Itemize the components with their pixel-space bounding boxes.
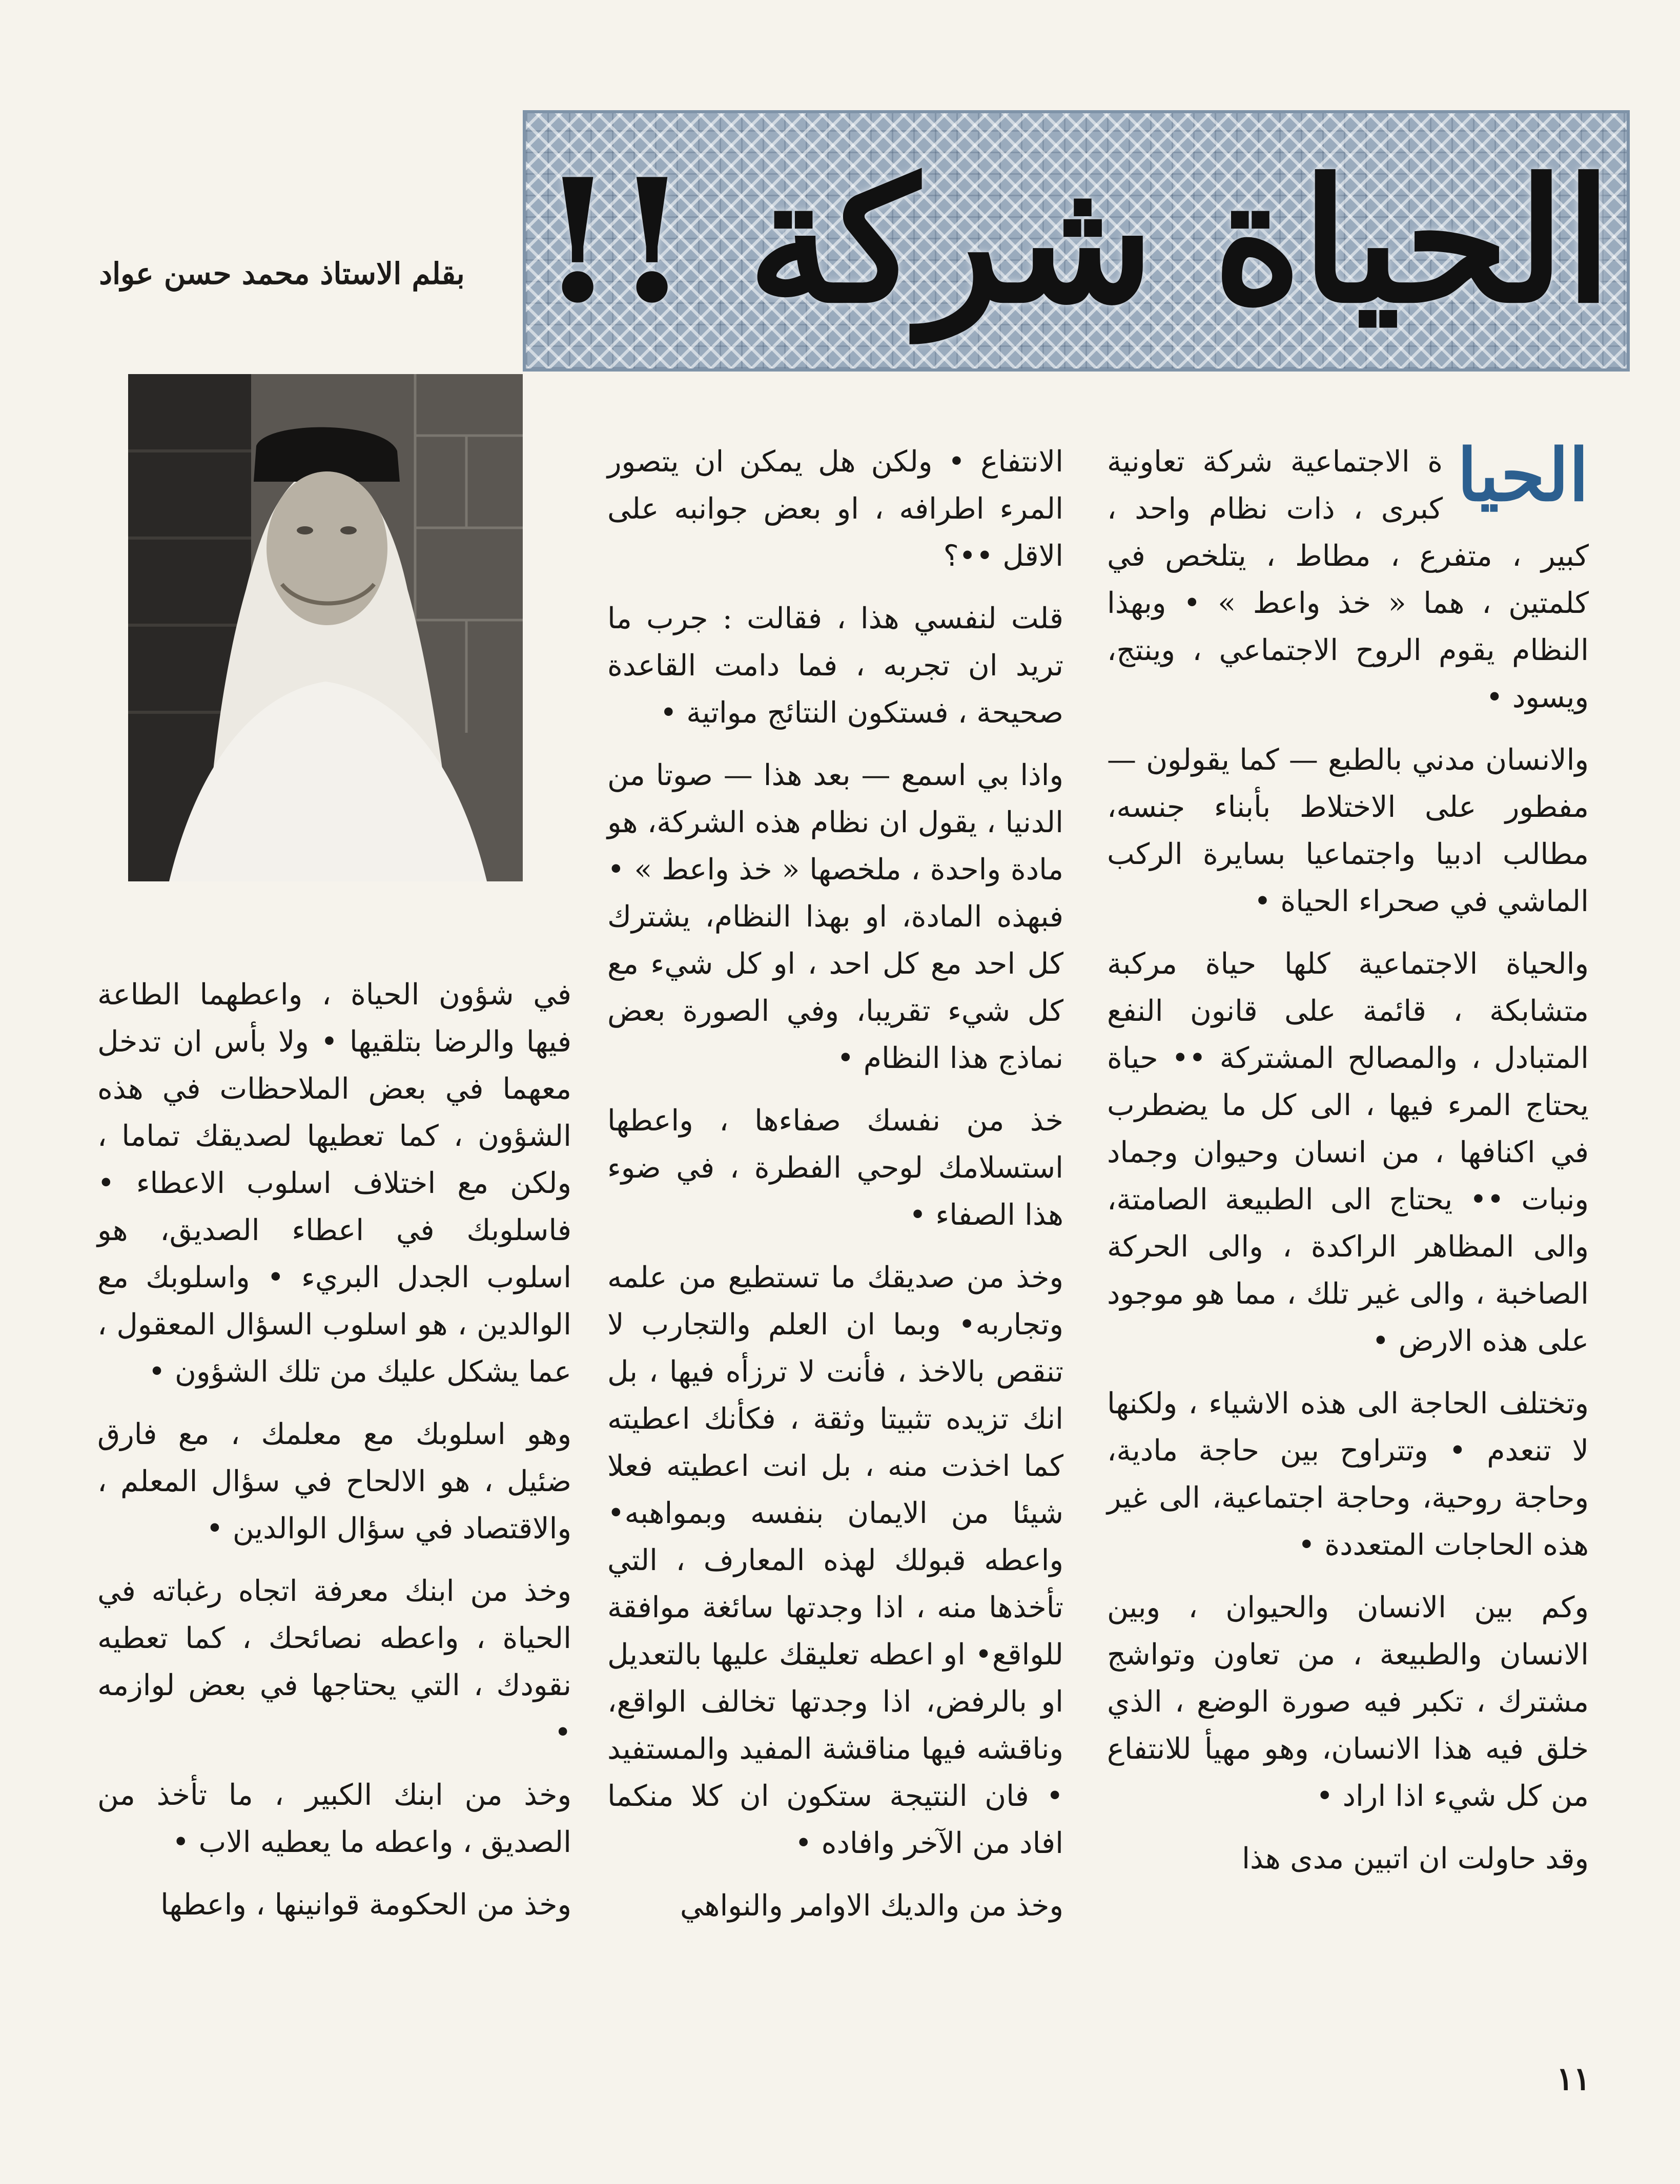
paragraph: وخذ من ابنك الكبير ، ما تأخذ من الصديق ، واعطه ما يعطيه الاب • xyxy=(97,1778,571,1859)
title-banner xyxy=(523,110,1630,372)
article-column-left xyxy=(97,971,571,1944)
paragraph: قلت لنفسي هذا ، فقالت : جرب ما تريد ان تجربه ، فما دامت القاعدة صحيحة ، فستكون النتائج مواتية • xyxy=(607,602,1063,730)
article-column-right xyxy=(1107,434,1589,1898)
author-portrait-image xyxy=(128,374,523,881)
paragraph: وخذ من ابنك معرفة اتجاه رغباته في الحياة ، واعطه نصائحك ، كما تعطيه نقودك ، التي يحتاجها في بعض لوازمه • xyxy=(97,1574,571,1749)
paragraph: وخذ من الحكومة قوانينها ، واعطها xyxy=(160,1888,571,1922)
paragraph: وهو اسلوبك مع معلمك ، مع فارق ضئيل ، هو الالحاح في سؤال المعلم ، والاقتصاد في سؤال الوالدين • xyxy=(97,1417,571,1546)
paragraph-text: ة الاجتماعية شركة تعاونية كبرى ، ذات نظام واحد ، كبير ، متفرع ، مطاط ، يتلخص في كلمتين ، هما « خذ واعط » • وبهذا النظام يقوم الروح الاجتماعي ، وينتج، ويسود • xyxy=(1107,445,1589,714)
paragraph xyxy=(1107,434,1589,721)
paragraph: وتختلف الحاجة الى هذه الاشياء ، ولكنها لا تنعدم • وتتراوح بين حاجة مادية، وحاجة روحية، وحاجة اجتماعية، الى غير هذه الحاجات المتعددة • xyxy=(1107,1387,1589,1562)
paragraph: وكم بين الانسان والحيوان ، وبين الانسان والطبيعة ، من تعاون وتواشج مشترك ، تكبر فيه صورة الوضع ، الذي خلق فيه هذا الانسان، وهو مهيأ للانتفاع من كل شيء اذا اراد • xyxy=(1107,1591,1589,1813)
paragraph: وقد حاولت ان اتبين مدى هذا xyxy=(1242,1842,1589,1876)
article-title: الحياة شركة !! xyxy=(540,141,1612,340)
dropcap: الحيا xyxy=(1457,434,1589,518)
paragraph: وخذ من صديقك ما تستطيع من علمه وتجاربه• وبما ان العلم والتجارب لا تنقص بالاخذ ، فأنت لا ترزأه فيها ، بل انك تزيده تثبيتا وثقة ، فكأنك اعطيته كما اخذت منه ، بل انت اعطيته فعلا شيئا من الايمان بنفسه وبمواهبه• واعطه قبولك لهذه المعارف ، التي تأخذها منه ، اذا وجدتها سائغة موافقة للواقع• او اعطه تعليقك عليها بالتعديل او بالرفض، اذا وجدتها تخالف الواقع، وناقشه فيها مناقشة المفيد والمستفيد • فان النتيجة ستكون ان كلا منكما افاد من الآخر وافاده • xyxy=(607,1261,1063,1860)
paragraph: والحياة الاجتماعية كلها حياة مركبة متشابكة ، قائمة على قانون النفع المتبادل ، والمصالح المشتركة •• حياة يحتاج المرء فيها ، الى كل ما يضطرب في اكنافها ، من انسان وحيوان وجماد ونبات •• يحتاج الى الطبيعة الصامتة، والى المظاهر الراكدة ، والى الحركة الصاخبة ، والى غير تلك ، مما هو موجود على هذه الارض • xyxy=(1107,947,1589,1358)
paragraph: في شؤون الحياة ، واعطهما الطاعة فيها والرضا بتلقيها • ولا بأس ان تدخل معهما في بعض الملاحظات في هذه الشؤون ، كما تعطيها لصديقك تماما ، ولكن مع اختلاف اسلوب الاعطاء • فاسلوبك في اعطاء الصديق، هو اسلوب الجدل البريء • واسلوبك مع الوالدين ، هو اسلوب السؤال المعقول ، عما يشكل عليك من تلك الشؤون • xyxy=(97,978,571,1389)
author-byline: بقلم الاستاذ محمد حسن عواد xyxy=(99,256,465,291)
paragraph: وخذ من والديك الاوامر والنواهي xyxy=(680,1889,1063,1923)
paragraph: واذا بي اسمع — بعد هذا — صوتا من الدنيا ، يقول ان نظام هذه الشركة، هو مادة واحدة ، ملخصها « خذ واعط » • فبهذه المادة، او بهذا النظام، يشترك كل احد مع كل احد ، او كل شيء مع كل شيء تقريبا، وفي الصورة بعض نماذج هذا النظام • xyxy=(607,758,1063,1075)
paragraph: والانسان مدني بالطبع — كما يقولون — مفطور على الاختلاط بأبناء جنسه، مطالب ادبيا واجتماعيا بسايرة الركب الماشي في صحراء الحياة • xyxy=(1107,743,1589,918)
paragraph: خذ من نفسك صفاءها ، واعطها استسلامك لوحي الفطرة ، في ضوء هذا الصفاء • xyxy=(607,1104,1063,1232)
paragraph: الانتفاع • ولكن هل يمكن ان يتصور المرء اطرافه ، او بعض جوانبه على الاقل ••؟ xyxy=(607,445,1063,573)
page-number: ١١ xyxy=(1556,2060,1591,2097)
article-column-middle xyxy=(607,438,1063,1945)
author-photo xyxy=(128,374,523,881)
